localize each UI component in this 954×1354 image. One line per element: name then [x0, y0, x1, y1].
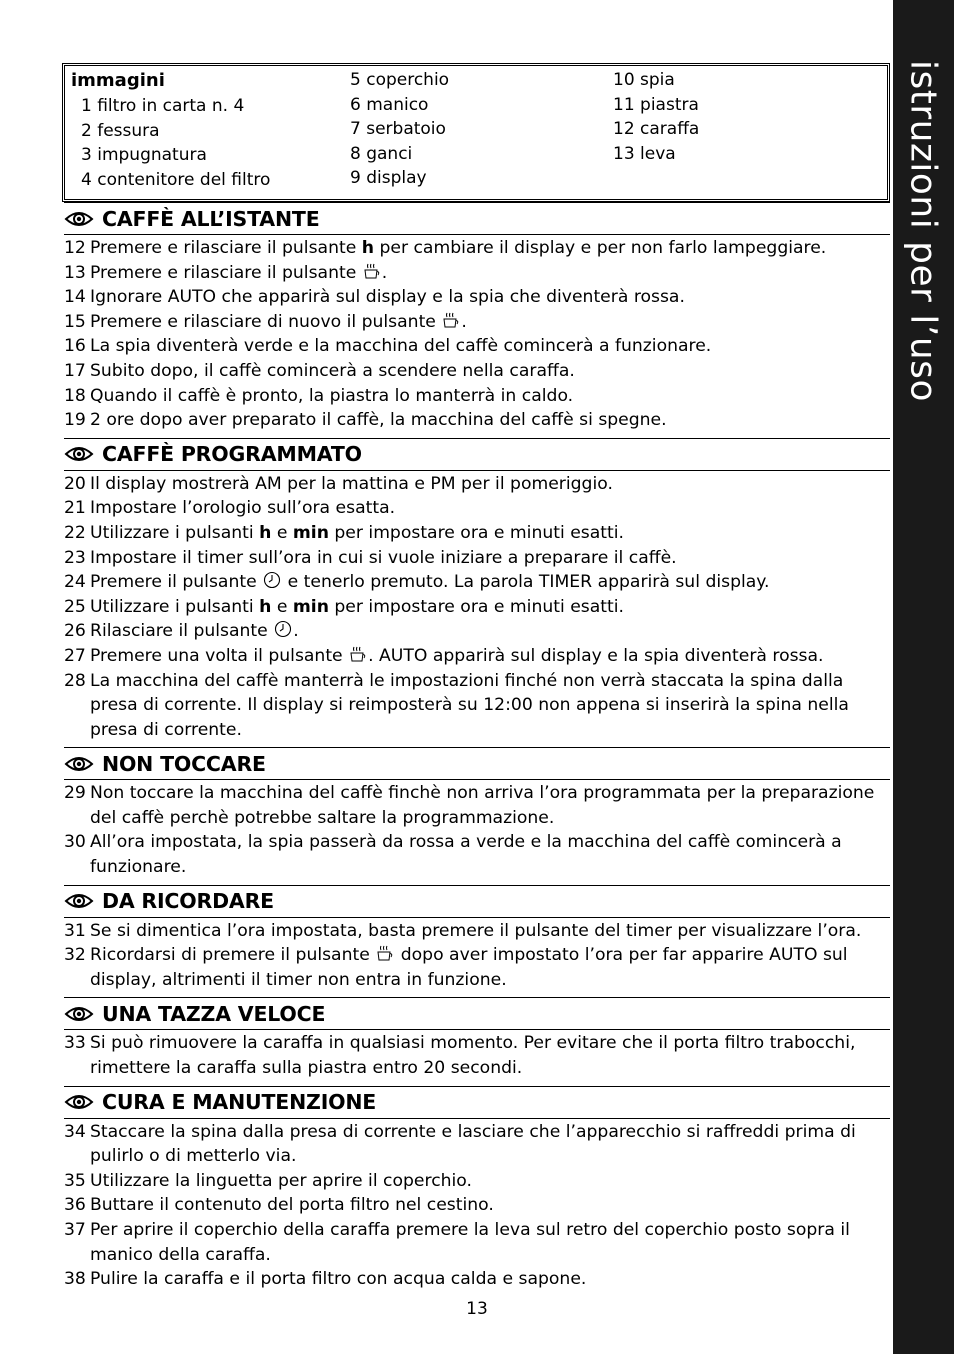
step-item [64, 1193, 890, 1218]
section-title: CAFFÈ PROGRAMMATO [102, 442, 362, 467]
button-label: h [361, 238, 374, 258]
step-number: 19 [64, 410, 86, 431]
clock-icon [263, 571, 281, 589]
step-item [64, 619, 890, 644]
legend-item: 7 serbatoio [350, 119, 446, 140]
step-item [64, 546, 890, 571]
step-number: 29 [64, 783, 86, 804]
step-item [64, 310, 890, 335]
eye-icon [64, 1092, 94, 1112]
step-item [64, 359, 890, 384]
step-text: per impostare ora e minuti esatti. [328, 522, 624, 543]
legend-title: immagini [71, 70, 165, 91]
step-text: dopo aver impostato l’ora per far apparire AUTO sul display, altrimenti il timer non entra in funzione. [90, 945, 848, 990]
step-text: . [293, 621, 299, 642]
step-item [64, 408, 890, 433]
parts-legend [64, 65, 888, 200]
legend-item: 12 caraffa [613, 119, 700, 140]
step-text: Impostare il timer sull’ora in cui si vuole iniziare a preparare il caffè. [90, 547, 677, 568]
eye-icon [64, 1004, 94, 1024]
step-item [64, 669, 890, 743]
step-text: La macchina del caffè manterrà le impostazioni finché non verrà staccata la spina dalla presa di corrente. Il display si reimposterà su 12:00 non appena si inserirà la spina nella presa di corrente. [90, 670, 849, 740]
side-tab [893, 0, 954, 1354]
step-item [64, 1218, 890, 1267]
step-number: 37 [64, 1220, 86, 1240]
step-item [64, 1267, 890, 1292]
eye-icon [64, 444, 94, 464]
eye-icon [64, 754, 94, 774]
button-label: h [259, 522, 272, 543]
step-text: Utilizzare la linguetta per aprire il coperchio. [90, 1170, 472, 1191]
section-title: CURA E MANUTENZIONE [102, 1090, 377, 1115]
eye-icon [64, 209, 94, 229]
step-item [64, 830, 890, 879]
step-text: Rilasciare il pulsante [90, 621, 274, 642]
step-text: Quando il caffè è pronto, la piastra lo manterrà in caldo. [90, 385, 574, 406]
step-number: 17 [64, 360, 86, 381]
section-title: CAFFÈ ALL’ISTANTE [102, 206, 320, 231]
step-text: . AUTO apparirà sul display e la spia diventerà rossa. [368, 645, 824, 666]
step-text: Utilizzare i pulsanti [90, 522, 260, 543]
legend-item: 9 display [350, 168, 427, 189]
step-text: All’ora impostata, la spia passerà da rossa a verde e la macchina del caffè comincerà a funzionare. [90, 832, 842, 878]
step-number: 24 [64, 572, 86, 593]
section-heading [64, 438, 890, 471]
section-title: DA RICORDARE [102, 889, 274, 914]
step-item [64, 285, 890, 310]
legend-item: 1 filtro in carta n. 4 [81, 96, 245, 116]
step-number: 30 [64, 832, 86, 853]
step-number: 22 [64, 522, 86, 543]
step-text: 2 ore dopo aver preparato il caffè, la macchina del caffè si spegne. [90, 410, 667, 431]
instructions [64, 202, 890, 1293]
step-text: Ricordarsi di premere il pulsante [90, 945, 376, 966]
legend-column-1 [71, 68, 270, 192]
section-heading [64, 747, 890, 780]
step-text: Se si dimentica l’ora impostata, basta premere il pulsante del timer per visualizzare l’ora. [90, 920, 862, 941]
step-item [64, 384, 890, 409]
section-heading [64, 997, 890, 1030]
legend-item: 6 manico [350, 94, 429, 115]
legend-item: 5 coperchio [350, 70, 450, 90]
step-item [64, 236, 890, 261]
step-item [64, 1169, 890, 1194]
step-text: Pulire la caraffa e il porta filtro con acqua calda e sapone. [90, 1269, 587, 1290]
step-number: 34 [64, 1121, 86, 1142]
step-text: e [271, 522, 293, 543]
step-number: 18 [64, 385, 86, 406]
legend-item: 13 leva [613, 143, 676, 164]
step-text: Premere e rilasciare il pulsante [90, 238, 362, 258]
section-heading [64, 202, 890, 235]
step-item [64, 472, 890, 497]
coffee-cup-icon [349, 645, 367, 663]
step-number: 33 [64, 1033, 86, 1054]
section-heading [64, 1086, 890, 1119]
section-title: NON TOCCARE [102, 751, 266, 776]
step-item [64, 943, 890, 992]
step-text: Non toccare la macchina del caffè finchè non arriva l’ora programmata per la preparazione del caffè perchè potrebbe saltare la programmazione. [90, 783, 875, 828]
step-number: 25 [64, 596, 86, 617]
legend-item: 2 fessura [81, 120, 160, 141]
step-number: 31 [64, 920, 86, 941]
step-text: Il display mostrerà AM per la mattina e PM per il pomeriggio. [90, 473, 613, 494]
step-item [64, 781, 890, 830]
step-number: 32 [64, 945, 86, 966]
step-number: 21 [64, 498, 86, 519]
step-text: Per aprire il coperchio della caraffa premere la leva sul retro del coperchio posto sopra il manico della caraffa. [90, 1220, 850, 1265]
step-number: 36 [64, 1195, 86, 1216]
step-number: 12 [64, 238, 86, 258]
section-heading [64, 885, 890, 918]
step-text: e tenerlo premuto. La parola TIMER apparirà sul display. [282, 572, 770, 593]
coffee-cup-icon [363, 262, 381, 280]
button-label: h [259, 596, 272, 617]
eye-icon [64, 891, 94, 911]
section-title: UNA TAZZA VELOCE [102, 1001, 326, 1026]
step-number: 27 [64, 645, 86, 666]
step-text: e [271, 596, 293, 617]
step-item [64, 1031, 890, 1080]
coffee-cup-icon [376, 944, 394, 962]
legend-item: 11 piastra [613, 94, 699, 115]
step-text: per impostare ora e minuti esatti. [328, 596, 624, 617]
step-text: . [381, 262, 388, 283]
step-item [64, 334, 890, 359]
step-item [64, 644, 890, 669]
step-number: 14 [64, 287, 86, 308]
step-text: Premere e rilasciare il pulsante [90, 262, 362, 283]
side-tab-title: istruzioni per l’uso [902, 60, 944, 402]
step-number: 38 [64, 1269, 86, 1290]
step-number: 26 [64, 621, 86, 642]
button-label: min [292, 596, 329, 617]
legend-column-3 [613, 68, 699, 166]
step-text: . [461, 311, 467, 332]
legend-item: 10 spia [613, 70, 675, 90]
step-item [64, 496, 890, 521]
step-number: 28 [64, 670, 86, 691]
step-text: Ignorare AUTO che apparirà sul display e la spia che diventerà rossa. [90, 287, 685, 308]
step-number: 23 [64, 547, 86, 568]
coffee-cup-icon [442, 311, 460, 329]
step-item [64, 570, 890, 595]
step-text: Utilizzare i pulsanti [90, 596, 260, 617]
step-number: 13 [64, 262, 86, 283]
step-item [64, 261, 890, 286]
legend-item: 8 ganci [350, 143, 413, 164]
step-text: per cambiare il display e per non farlo lampeggiare. [374, 238, 827, 258]
step-item [64, 521, 890, 546]
step-text: Impostare l’orologio sull’ora esatta. [90, 498, 396, 519]
step-text: Premere e rilasciare di nuovo il pulsante [90, 311, 442, 332]
button-label: min [292, 522, 329, 543]
step-number: 16 [64, 336, 86, 357]
step-item [64, 919, 890, 944]
step-number: 20 [64, 473, 86, 494]
step-number: 35 [64, 1170, 86, 1191]
step-item [64, 595, 890, 620]
page-number: 13 [466, 1299, 488, 1319]
step-text: Subito dopo, il caffè comincerà a scendere nella caraffa. [90, 360, 575, 381]
step-text: Premere il pulsante [90, 572, 263, 593]
step-text: La spia diventerà verde e la macchina del caffè comincerà a funzionare. [90, 336, 712, 357]
step-item [64, 1120, 890, 1169]
step-text: Buttare il contenuto del porta filtro nel cestino. [90, 1195, 494, 1216]
step-text: Premere una volta il pulsante [90, 645, 349, 666]
legend-item: 3 impugnatura [81, 145, 207, 166]
step-text: Si può rimuovere la caraffa in qualsiasi momento. Per evitare che il porta filtro trabocchi, rimettere la caraffa sulla piastra entro 20 secondi. [90, 1033, 856, 1079]
legend-column-2 [350, 68, 449, 191]
step-number: 15 [64, 311, 86, 332]
clock-icon [274, 620, 292, 638]
legend-item: 4 contenitore del filtro [81, 169, 271, 190]
step-text: Staccare la spina dalla presa di corrente e lasciare che l’apparecchio si raffreddi prima di pulirlo o di metterlo via. [90, 1121, 856, 1167]
